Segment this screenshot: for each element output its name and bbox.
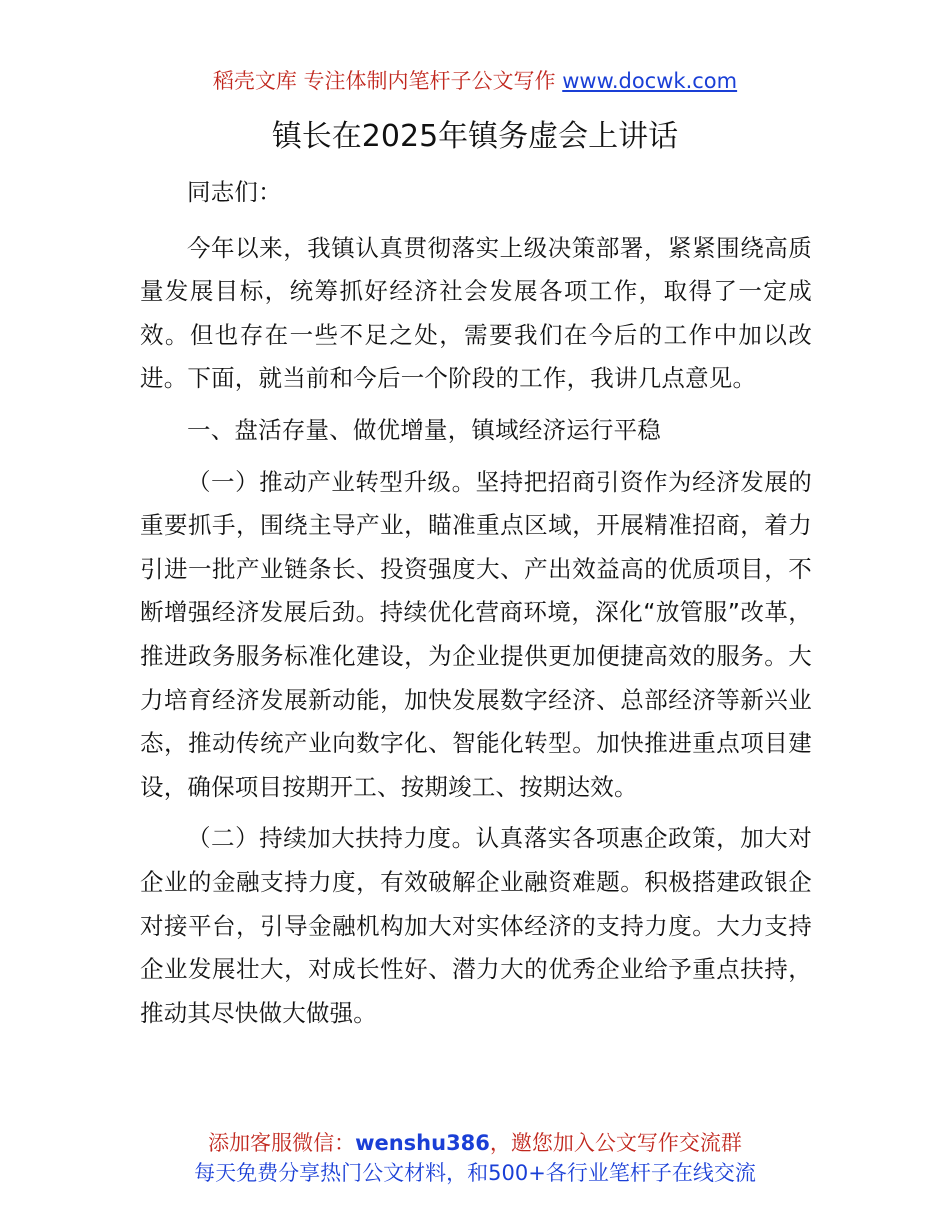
document-body <box>140 171 812 1043</box>
section-heading-1: 一、盘活存量、做优增量，镇域经济运行平稳 <box>187 415 661 444</box>
footer-wechat-suffix: ，邀您加入公文写作交流群 <box>489 1131 742 1155</box>
header-brand-text: 稻壳文库 专注体制内笔杆子公文写作 <box>212 69 563 93</box>
footer-line-2: 每天免费分享热门公文材料，和500+各行业笔杆子在线交流 <box>194 1161 756 1185</box>
watermark-footer <box>0 1128 950 1188</box>
footer-wechat-prefix: 添加客服微信： <box>208 1131 356 1155</box>
footer-line-1 <box>0 1128 950 1158</box>
intro-paragraph: 今年以来，我镇认真贯彻落实上级决策部署，紧紧围绕高质量发展目标，统筹抓好经济社会发展各项工作，取得了一定成效。但也存在一些不足之处，需要我们在今后的工作中加以改进。下面，就当前和今后一个阶段的工作，我讲几点意见。 <box>140 233 812 393</box>
subsection-paragraph-2: （二）持续加大扶持力度。认真落实各项惠企政策，加大对企业的金融支持力度，有效破解企业融资难题。积极搭建政银企对接平台，引导金融机构加大对实体经济的支持力度。大力支持企业发展壮大，对成长性好、潜力大的优秀企业给予重点扶持，推动其尽快做大做强。 <box>140 824 812 1027</box>
subsection-paragraph-1: （一）推动产业转型升级。坚持把招商引资作为经济发展的重要抓手，围绕主导产业，瞄准重点区域，开展精准招商，着力引进一批产业链条长、投资强度大、产出效益高的优质项目，不断增强经济发展后劲。持续优化营商环境，深化“放管服”改革，推进政务服务标准化建设，为企业提供更加便捷高效的服务。大力培育经济发展新动能，加快发展数字经济、总部经济等新兴业态，推动传统产业向数字化、智能化转型。加快推进重点项目建设，确保项目按期开工、按期竣工、按期达效。 <box>140 467 812 801</box>
header-website-link[interactable]: www.docwk.com <box>562 69 738 93</box>
watermark-header <box>0 66 950 96</box>
footer-wechat-id: wenshu386 <box>355 1131 490 1155</box>
document-title: 镇长在2025年镇务虚会上讲话 <box>271 119 679 154</box>
greeting: 同志们： <box>187 178 282 206</box>
